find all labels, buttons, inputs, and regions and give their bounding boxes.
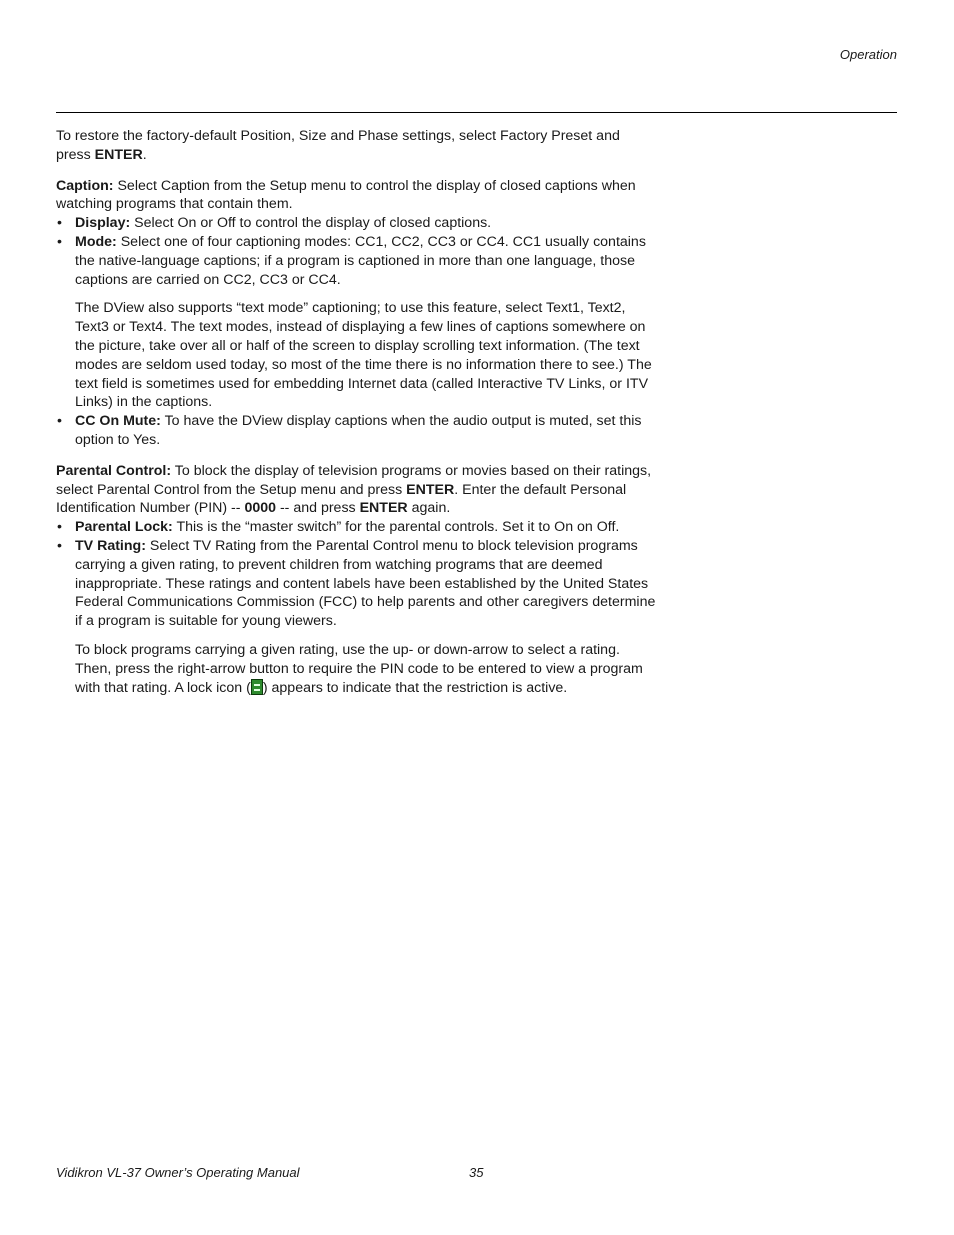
tv-rating-text: Select TV Rating from the Parental Control menu to block television programs carrying a given rating, to prevent children from watching programs that are deemed inappropriate. These ratings and content labels have been established by the United States Federal Communications Commission (FCC) to help parents and other caregivers determine if a program is suitable for young viewers. [75, 537, 656, 630]
tv-rating-extra-text-end: ) appears to indicate that the restriction is active. [262, 679, 568, 696]
footer-page-number: 35 [469, 1165, 484, 1180]
tv-rating-label: TV Rating: [75, 537, 146, 554]
intro-text: To restore the factory-default Position, Size and Phase settings, select Factory Preset and press [56, 128, 620, 163]
tv-rating-extra-paragraph [56, 641, 656, 697]
parental-enter-key-2: ENTER [359, 500, 408, 517]
page-content [56, 127, 656, 697]
footer-manual-title: Vidikron VL-37 Owner’s Operating Manual [56, 1165, 300, 1180]
bullet-display [56, 214, 656, 233]
caption-paragraph [56, 177, 656, 215]
mode-label: Mode: [75, 233, 117, 250]
bullet-tv-rating [56, 537, 656, 631]
lock-icon [251, 679, 263, 695]
parental-text-1: To block the display of television programs or movies based on their ratings, select Parental Control from the Setup menu and press [56, 462, 652, 498]
display-label: Display: [75, 215, 131, 232]
caption-label: Caption: [56, 177, 114, 194]
bullet-parental-lock [56, 518, 656, 537]
header-rule [56, 112, 897, 113]
intro-paragraph [56, 127, 656, 165]
running-header: Operation [839, 47, 897, 62]
parental-paragraph [56, 462, 656, 518]
parental-text-3: -- and press [276, 500, 360, 517]
cc-on-mute-label: CC On Mute: [75, 413, 161, 430]
cc-on-mute-text: To have the DView display captions when the audio output is muted, set this option to Yes. [75, 413, 642, 448]
intro-text-end: . [142, 146, 147, 163]
mode-extra-paragraph: The DView also supports “text mode” captioning; to use this feature, select Text1, Text2, Text3 or Text4. The text modes, instead of displaying a few lines of captions somewhere on the picture, take over all or half of the screen to display scrolling text information. (The text modes are seldom used today, so most of the time there is no information there to see.) The text field is sometimes used for embedding Internet data (called Interactive TV Links, or ITV Links) in the captions. [75, 300, 652, 411]
display-text: Select On or Off to control the display of closed captions. [130, 215, 492, 232]
parental-pin: 0000 [244, 500, 276, 517]
parental-text-2: . Enter the default Personal Identification Number (PIN) -- [56, 481, 627, 517]
parental-label: Parental Control: [56, 462, 172, 479]
bullet-cc-on-mute [56, 412, 656, 450]
parental-text-4: again. [407, 500, 451, 517]
parental-enter-key-1: ENTER [406, 481, 455, 498]
intro-enter-key: ENTER [94, 146, 143, 163]
bullet-mode [56, 233, 656, 289]
tv-rating-extra-text: To block programs carrying a given rating, use the up- or down-arrow to select a rating. Then, press the right-arrow button to require the PIN code to be entered to view a program with that rating. A lock icon ( [75, 641, 643, 696]
mode-text: Select one of four captioning modes: CC1, CC2, CC3 or CC4. CC1 usually contains the native-language captions; if a program is captioned in more than one language, those captions are carried on CC2, CC3 or CC4. [75, 233, 646, 288]
parental-lock-text: This is the “master switch” for the parental controls. Set it to On on Off. [172, 519, 620, 536]
caption-text: Select Caption from the Setup menu to control the display of closed captions when watching programs that contain them. [56, 177, 636, 213]
parental-lock-label: Parental Lock: [75, 519, 173, 536]
